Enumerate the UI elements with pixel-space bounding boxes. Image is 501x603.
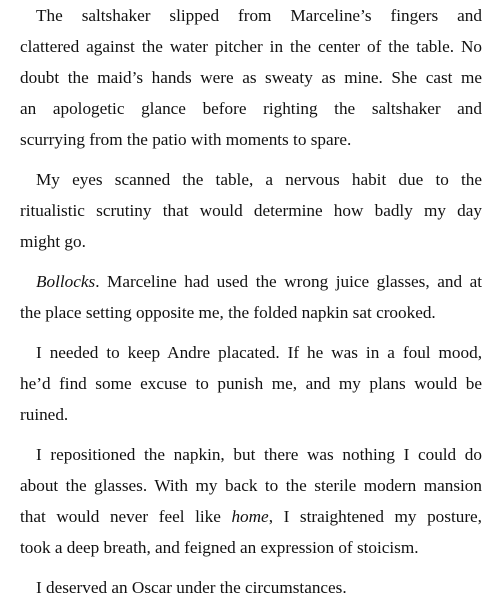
text-line: about the glasses. With my back to the sterile modern mansion bbox=[20, 476, 482, 495]
text-line: My eyes scanned the table, a nervous habit due to the bbox=[36, 170, 482, 189]
text-fragment: . Marceline had used the wrong juice glasses, and at bbox=[95, 272, 482, 291]
text-line bbox=[20, 501, 482, 532]
text-line: I needed to keep Andre placated. If he was in a foul mood, bbox=[36, 343, 482, 362]
text-line: an apologetic glance before righting the saltshaker and bbox=[20, 99, 482, 118]
text-line: doubt the maid’s hands were as sweaty as mine. She cast me bbox=[20, 68, 482, 87]
paragraph-5 bbox=[20, 439, 482, 563]
italic-word: Bollocks bbox=[36, 272, 96, 291]
paragraph-1 bbox=[20, 0, 482, 155]
document-page bbox=[20, 0, 482, 603]
paragraph-3 bbox=[20, 266, 482, 328]
italic-word: home bbox=[231, 507, 269, 526]
text-line: might go. bbox=[20, 232, 86, 251]
text-line: ritualistic scrutiny that would determine how badly my day bbox=[20, 201, 482, 220]
paragraph-6 bbox=[20, 572, 482, 603]
text-line: ruined. bbox=[20, 405, 69, 424]
text-line: scurrying from the patio with moments to spare. bbox=[20, 130, 352, 149]
text-fragment: that would never feel like bbox=[20, 507, 232, 526]
paragraph-2 bbox=[20, 164, 482, 257]
paragraph-4 bbox=[20, 337, 482, 430]
text-line: clattered against the water pitcher in the center of the table. No bbox=[20, 37, 482, 56]
text-fragment: , I straightened my posture, bbox=[268, 507, 482, 526]
text-line: took a deep breath, and feigned an expression of stoicism. bbox=[20, 538, 419, 557]
text-line bbox=[20, 266, 482, 297]
text-line: I deserved an Oscar under the circumstances. bbox=[36, 578, 347, 597]
text-line: he’d find some excuse to punish me, and my plans would be bbox=[20, 374, 482, 393]
text-line: I repositioned the napkin, but there was nothing I could do bbox=[36, 445, 482, 464]
text-line: the place setting opposite me, the folded napkin sat crooked. bbox=[20, 303, 436, 322]
text-line: The saltshaker slipped from Marceline’s fingers and bbox=[36, 6, 482, 25]
